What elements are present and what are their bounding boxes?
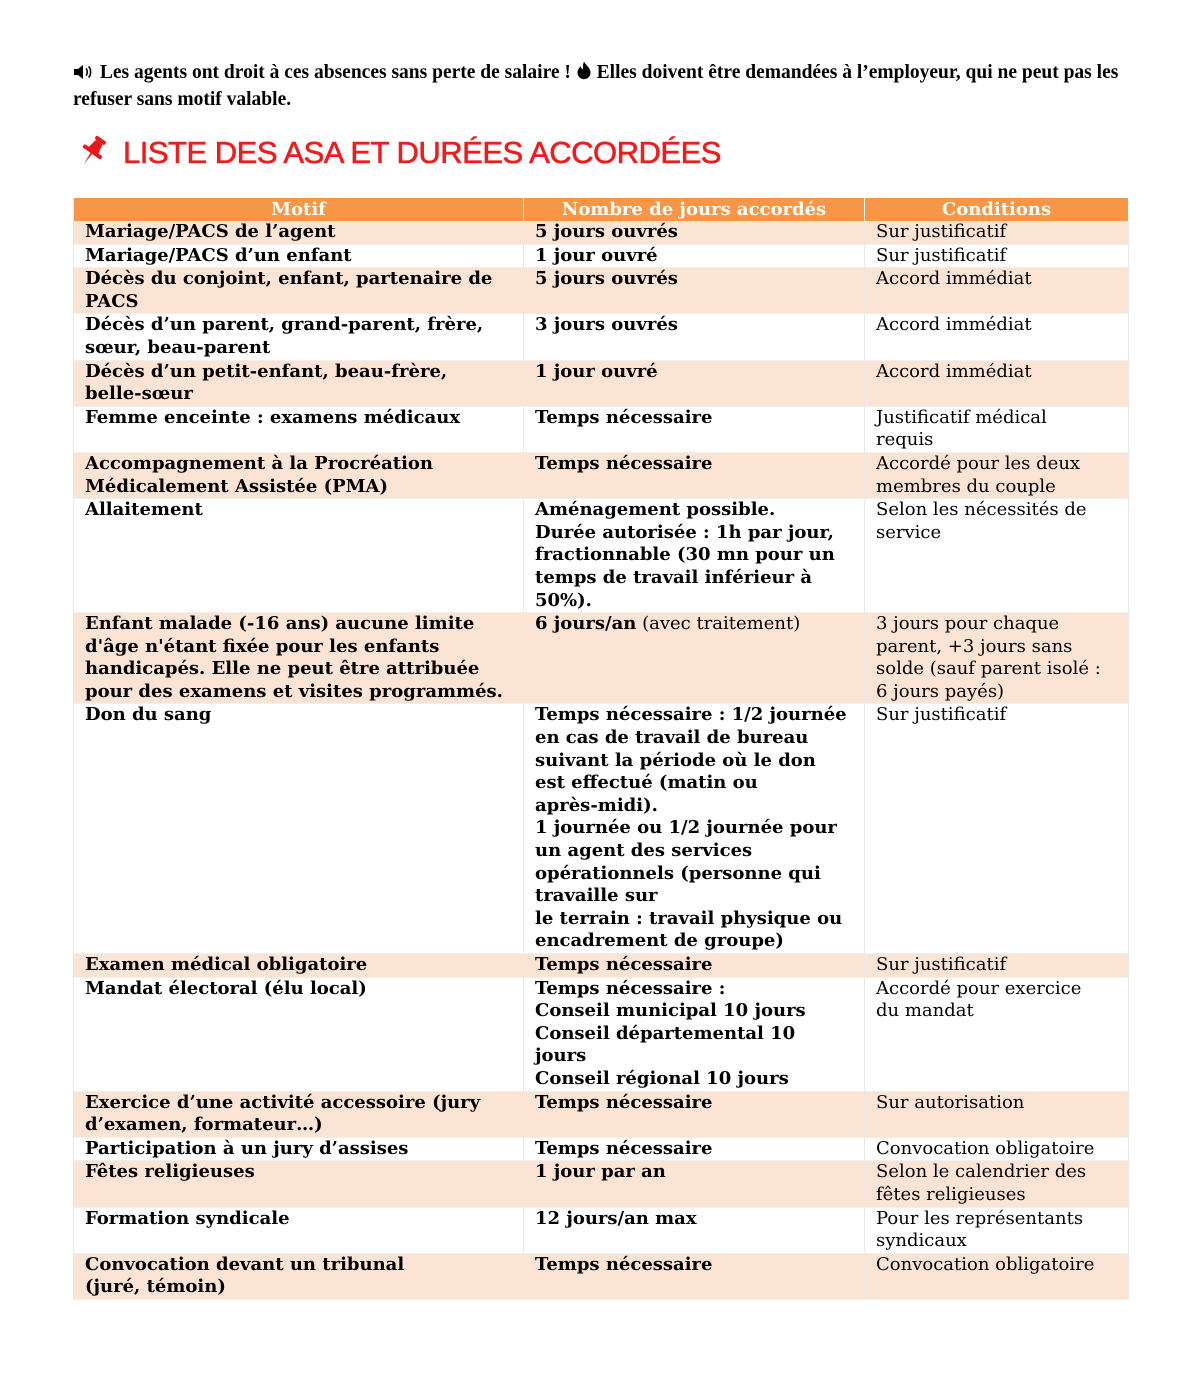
table-row [74, 1091, 1129, 1137]
cell-motif: Décès d’un petit-enfant, beau-frère, belle-sœur [74, 360, 524, 406]
cell-jours [524, 268, 865, 314]
cell-jours [524, 406, 865, 452]
cell-jours [524, 1253, 865, 1299]
cell-conditions: Sur justificatif [865, 704, 1129, 954]
cell-motif: Mariage/PACS de l’agent [74, 221, 524, 244]
jours-value: 5 jours ouvrés [535, 268, 678, 290]
cell-motif: Allaitement [74, 499, 524, 613]
cell-jours [524, 452, 865, 498]
table-row [74, 406, 1129, 452]
section-title: LISTE DES ASA ET DURÉES ACCORDÉES [123, 135, 721, 170]
table-row [74, 1253, 1129, 1299]
cell-motif: Convocation devant un tribunal (juré, témoin) [74, 1253, 524, 1299]
jours-note: (avec traitement) [636, 613, 801, 635]
cell-jours [524, 1137, 865, 1161]
column-header-jours: Nombre de jours accordés [524, 198, 865, 221]
flame-icon [576, 61, 592, 87]
cell-jours [524, 1091, 865, 1137]
pushpin-icon [73, 135, 113, 171]
column-header-conditions: Conditions [865, 198, 1129, 221]
cell-motif: Mandat électoral (élu local) [74, 977, 524, 1091]
jours-value: 6 jours/an [535, 613, 637, 635]
section-heading [73, 131, 721, 175]
cell-jours [524, 613, 865, 704]
cell-jours [524, 499, 865, 613]
cell-jours [524, 977, 865, 1091]
jours-value: Temps nécessaire [535, 1137, 713, 1159]
table-row [74, 268, 1129, 314]
cell-motif: Enfant malade (-16 ans) aucune limite d'âge n'étant fixée pour les enfants handicapés. Elle ne peut être attribuée pour des examens et visites programmés. [74, 613, 524, 704]
cell-conditions: Accord immédiat [865, 314, 1129, 360]
table-row [74, 613, 1129, 704]
cell-motif: Femme enceinte : examens médicaux [74, 406, 524, 452]
jours-value: Temps nécessaire : Conseil municipal 10 jours Conseil départemental 10 jours Conseil régional 10 jours [535, 977, 806, 1089]
cell-motif: Formation syndicale [74, 1207, 524, 1253]
column-header-motif: Motif [74, 198, 524, 221]
cell-jours [524, 244, 865, 268]
intro-text-2: Elles doivent être demandées à l’employeur, qui ne peut pas les refuser sans motif valable. [73, 62, 1119, 110]
cell-conditions: Accordé pour les deux membres du couple [865, 452, 1129, 498]
jours-value: 1 jour par an [535, 1161, 666, 1183]
jours-value: 1 jour ouvré [535, 244, 658, 266]
cell-conditions: Pour les représentants syndicaux [865, 1207, 1129, 1253]
jours-value: Temps nécessaire [535, 954, 713, 975]
cell-motif: Accompagnement à la Procréation Médicalement Assistée (PMA) [74, 452, 524, 498]
jours-value: Temps nécessaire : 1/2 journée en cas de travail de bureau suivant la période où le don est effectué (matin ou après-midi). 1 journée ou 1/2 journée pour un agent des services opérationnels (personne qui travaille sur le terrain : travail physique ou encadrement de groupe) [535, 704, 847, 952]
intro-paragraph [73, 60, 1133, 112]
table-row [74, 954, 1129, 978]
table-row [74, 314, 1129, 360]
table-row [74, 360, 1129, 406]
cell-jours [524, 1161, 865, 1207]
cell-motif: Examen médical obligatoire [74, 954, 524, 978]
cell-motif: Décès d’un parent, grand-parent, frère, sœur, beau-parent [74, 314, 524, 360]
cell-conditions: Selon le calendrier des fêtes religieuses [865, 1161, 1129, 1207]
table-row [74, 1161, 1129, 1207]
cell-conditions: Accordé pour exercice du mandat [865, 977, 1129, 1091]
cell-motif: Exercice d’une activité accessoire (jury d’examen, formateur…) [74, 1091, 524, 1137]
jours-value: Aménagement possible. Durée autorisée : 1h par jour, fractionnable (30 mn pour un temps de travail inférieur à 50%). [535, 499, 835, 611]
cell-conditions: Selon les nécessités de service [865, 499, 1129, 613]
cell-motif: Mariage/PACS d’un enfant [74, 244, 524, 268]
table-row [74, 1137, 1129, 1161]
cell-conditions: Convocation obligatoire [865, 1253, 1129, 1299]
cell-jours [524, 704, 865, 954]
cell-conditions: Sur autorisation [865, 1091, 1129, 1137]
jours-value: Temps nécessaire [535, 1253, 713, 1275]
cell-conditions: Convocation obligatoire [865, 1137, 1129, 1161]
cell-jours [524, 1207, 865, 1253]
table-header-row [74, 198, 1129, 221]
cell-jours [524, 221, 865, 244]
speaker-icon [73, 62, 95, 87]
jours-value: Temps nécessaire [535, 452, 713, 474]
cell-conditions: Accord immédiat [865, 268, 1129, 314]
jours-value: 12 jours/an max [535, 1207, 697, 1229]
cell-jours [524, 314, 865, 360]
cell-conditions: Sur justificatif [865, 244, 1129, 268]
cell-motif: Fêtes religieuses [74, 1161, 524, 1207]
jours-value: Temps nécessaire [535, 406, 713, 428]
cell-motif: Don du sang [74, 704, 524, 954]
jours-value: 3 jours ouvrés [535, 314, 678, 336]
cell-conditions: 3 jours pour chaque parent, +3 jours sans solde (sauf parent isolé : 6 jours payés) [865, 613, 1129, 704]
cell-conditions: Sur justificatif [865, 221, 1129, 244]
cell-conditions: Accord immédiat [865, 360, 1129, 406]
cell-motif: Décès du conjoint, enfant, partenaire de PACS [74, 268, 524, 314]
jours-value: 1 jour ouvré [535, 360, 658, 382]
table-row [74, 704, 1129, 954]
cell-conditions: Justificatif médical requis [865, 406, 1129, 452]
table-row [74, 977, 1129, 1091]
table-row [74, 1207, 1129, 1253]
cell-jours [524, 360, 865, 406]
table-row [74, 221, 1129, 244]
jours-value: Temps nécessaire [535, 1091, 713, 1113]
asa-table [73, 198, 1129, 1300]
table-row [74, 499, 1129, 613]
table-row [74, 452, 1129, 498]
cell-motif: Participation à un jury d’assises [74, 1137, 524, 1161]
cell-conditions: Sur justificatif [865, 954, 1129, 978]
cell-jours [524, 954, 865, 978]
table-row [74, 244, 1129, 268]
intro-text-1: Les agents ont droit à ces absences sans perte de salaire ! [95, 62, 576, 83]
jours-value: 5 jours ouvrés [535, 221, 678, 242]
